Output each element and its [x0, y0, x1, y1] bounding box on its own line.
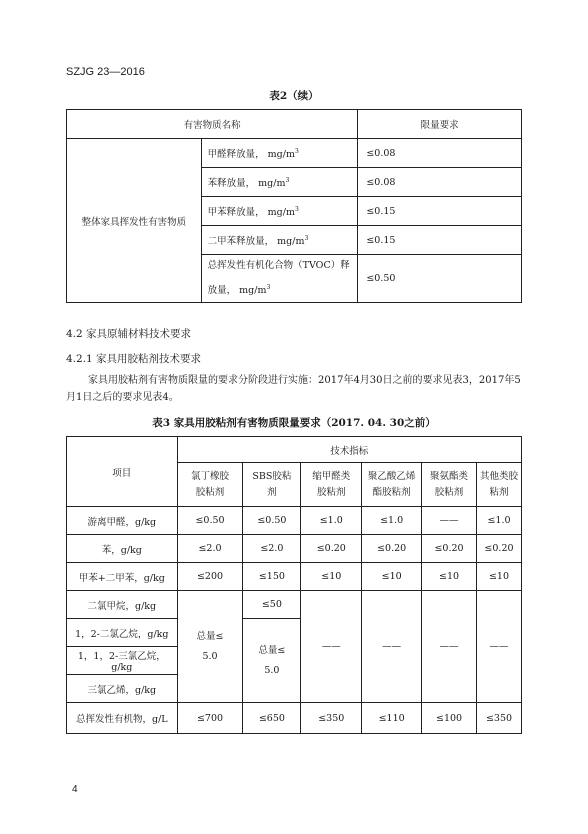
table3-column-header: 氯丁橡胶 胶粘剂 [177, 463, 243, 507]
table2-row-name: 总挥发性有机化合物（TVOC）释 放量， $mg/m^3$ [201, 255, 358, 303]
table3-cell: ≤0.20 [476, 535, 521, 563]
page-number: 4 [72, 784, 78, 795]
paragraph-line: 月1日之后的要求见表4。 [66, 392, 179, 403]
table3-row-label: 游离甲醛，g/kg [67, 507, 178, 535]
table3-row-label: 二氯甲烷，g/kg [67, 591, 178, 619]
table3-cell: ≤0.50 [177, 507, 243, 535]
table3-tech-header: 技术指标 [177, 437, 521, 463]
table3 [66, 436, 522, 734]
table3-cell: ≤0.50 [243, 507, 301, 535]
table2-group-label: 整体家具挥发性有害物质 [67, 139, 202, 303]
table2-header-name: 有害物质名称 [67, 110, 358, 139]
table3-cell-total: 总量≤ 5.0 [177, 591, 243, 703]
table3-cell: ≤2.0 [243, 535, 301, 563]
table3-cell: ≤100 [422, 703, 477, 734]
table3-row-label: 苯，g/kg [67, 535, 178, 563]
table3-cell: ≤10 [422, 563, 477, 591]
table3-column-header: 聚乙酸乙烯 酯胶粘剂 [362, 463, 422, 507]
table2-row-limit: ≤0.08 [358, 139, 522, 168]
table3-cell: ≤10 [362, 563, 422, 591]
section-heading-4-2-1: 4.2.1 家具用胶粘剂技术要求 [66, 353, 202, 365]
table3-cell: ≤10 [301, 563, 362, 591]
table2-row-limit: ≤0.08 [358, 168, 522, 197]
table3-column-header: SBS胶粘 剂 [243, 463, 301, 507]
table3-cell: ≤700 [177, 703, 243, 734]
table2-row-name: 甲苯释放量， $mg/m^3$ [201, 197, 358, 226]
table3-cell: ≤150 [243, 563, 301, 591]
paragraph-line: 家具用胶粘剂有害物质限量的要求分阶段进行实施：2017年4月30日之前的要求见表3，2017年5 [88, 375, 521, 386]
table3-row-label: 总挥发性有机物，g/L [67, 703, 178, 734]
table3-cell: ≤650 [243, 703, 301, 734]
table2-caption: 表2（续） [269, 90, 319, 102]
table3-cell-dash: —— [362, 591, 422, 703]
table2 [66, 109, 522, 303]
table3-caption: 表3 家具用胶粘剂有害物质限量要求（2017. 04. 30之前） [152, 417, 436, 429]
table3-cell-dash: —— [301, 591, 362, 703]
table3-cell: ≤50 [243, 591, 301, 619]
paragraph [66, 372, 536, 406]
table3-item-header: 项目 [67, 437, 178, 507]
table3-cell: ≤350 [476, 703, 521, 734]
table3-cell: ≤110 [362, 703, 422, 734]
table2-row-limit: ≤0.50 [358, 255, 522, 303]
table3-row-label: 1，2-二氯乙烷，g/kg [67, 619, 178, 647]
table2-header-limit: 限量要求 [358, 110, 522, 139]
table3-row-label: 甲苯+二甲苯，g/kg [67, 563, 178, 591]
table3-cell: ≤350 [301, 703, 362, 734]
table3-row-label: 1，1，2-三氯乙烷，g/kg [67, 647, 178, 675]
table3-cell: ≤0.20 [301, 535, 362, 563]
section-heading-4-2: 4.2 家具原辅材料技术要求 [66, 328, 192, 340]
table3-cell: ≤1.0 [301, 507, 362, 535]
table3-cell: ≤1.0 [362, 507, 422, 535]
table3-cell-dash: —— [476, 591, 521, 703]
table3-cell-total: 总量≤ 5.0 [243, 619, 301, 703]
table3-cell: ≤200 [177, 563, 243, 591]
table3-cell: ≤1.0 [476, 507, 521, 535]
table2-row-name: 二甲苯释放量， $mg/m^3$ [201, 226, 358, 255]
table3-column-header: 聚氨酯类 胶粘剂 [422, 463, 477, 507]
table3-column-header: 其他类胶 粘剂 [476, 463, 521, 507]
table3-cell-dash: —— [422, 591, 477, 703]
table3-cell: —— [422, 507, 477, 535]
table3-cell: ≤2.0 [177, 535, 243, 563]
table2-row-limit: ≤0.15 [358, 226, 522, 255]
table2-row-name: 甲醛释放量， $mg/m^3$ [201, 139, 358, 168]
table2-row-name: 苯释放量， $mg/m^3$ [201, 168, 358, 197]
table3-cell: ≤0.20 [422, 535, 477, 563]
document-code: SZJG 23—2016 [66, 66, 145, 78]
table3-column-header: 缩甲醛类 胶粘剂 [301, 463, 362, 507]
table3-row-label: 三氯乙烯，g/kg [67, 675, 178, 703]
table3-cell: ≤0.20 [362, 535, 422, 563]
table3-cell: ≤10 [476, 563, 521, 591]
table2-row-limit: ≤0.15 [358, 197, 522, 226]
